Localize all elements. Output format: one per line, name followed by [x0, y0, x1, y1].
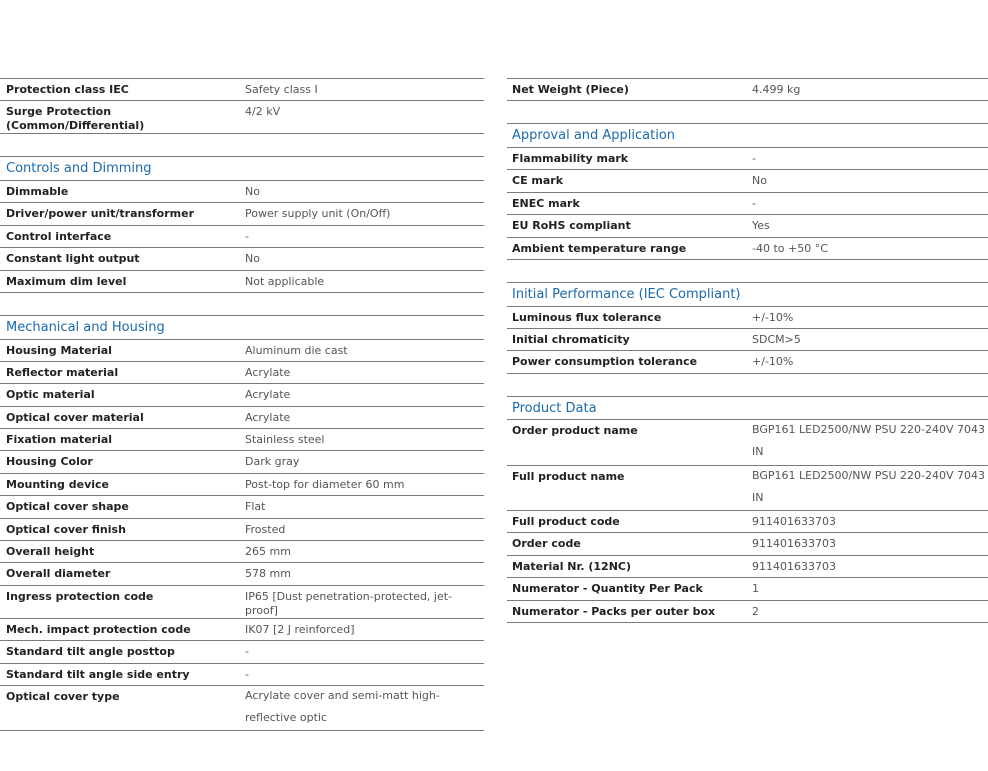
spec-value: Stainless steel: [245, 433, 325, 447]
spec-value: 2: [752, 604, 759, 618]
table-bottom-rule: [0, 730, 484, 731]
spec-row-constant-light-output: [0, 247, 484, 269]
spec-value: +/-10%: [752, 310, 794, 324]
spec-label: Protection class IEC: [6, 83, 129, 96]
spec-label: Fixation material: [6, 433, 113, 447]
spec-row-driver-power-unit-transformer: [0, 202, 484, 224]
spec-row-full-product-code: [507, 510, 988, 532]
section-title: Mechanical and Housing: [6, 319, 165, 335]
right-spec-table: [507, 78, 988, 623]
spec-row-full-product-name: [507, 465, 988, 510]
spec-label: Net Weight (Piece): [512, 83, 629, 96]
spec-label: Reflector material: [6, 365, 119, 379]
spec-value: IK07 [2 J reinforced]: [245, 622, 355, 636]
spec-value: BGP161 LED2500/NW PSU 220-240V 7043 IN: [752, 468, 985, 504]
spec-row-power-consumption-tolerance: [507, 350, 988, 372]
spec-row-standard-tilt-angle-side-entry: [0, 663, 484, 685]
spec-row-ingress-protection-code: [0, 585, 484, 618]
spec-value: Acrylate: [245, 388, 291, 402]
spec-value: Aluminum die cast: [245, 343, 348, 357]
spec-value: Power supply unit (On/Off): [245, 207, 391, 221]
spec-row-fixation-material: [0, 428, 484, 450]
spec-value: Post-top for diameter 60 mm: [245, 477, 405, 491]
section-header: [507, 123, 988, 147]
spec-row-initial-chromaticity: [507, 328, 988, 350]
spec-row-luminous-flux-tolerance: [507, 306, 988, 328]
spec-label: Order product name: [512, 424, 638, 438]
table-bottom-rule: [507, 622, 988, 623]
left-spec-table: [0, 78, 484, 731]
spec-row-optic-material: [0, 383, 484, 405]
spec-value: -: [752, 151, 756, 165]
spec-label: Full product name: [512, 469, 625, 483]
spec-label: Mounting device: [6, 477, 109, 491]
spec-label: Optical cover shape: [6, 500, 129, 514]
spec-value: 4/2 kV: [245, 105, 281, 119]
section-title: Approval and Application: [512, 128, 676, 144]
spec-value: 1: [752, 582, 759, 596]
spec-label: Mech. impact protection code: [6, 622, 191, 636]
spec-label: EU RoHS compliant: [512, 219, 631, 233]
spec-value: Flat: [245, 500, 266, 514]
spec-label: Material Nr. (12NC): [512, 559, 632, 573]
section-header: [507, 282, 988, 306]
spec-row-optical-cover-type: [0, 685, 484, 730]
spec-value: BGP161 LED2500/NW PSU 220-240V 7043 IN: [752, 423, 985, 459]
spec-value: Not applicable: [245, 274, 325, 288]
spec-row-mounting-device: [0, 473, 484, 495]
spec-label: ENEC mark: [512, 196, 580, 210]
spec-row-order-product-name: [507, 419, 988, 464]
spec-row-numerator-quantity-per-pack: [507, 577, 988, 599]
spec-row-reflector-material: [0, 361, 484, 383]
spec-row-optical-cover-finish: [0, 518, 484, 540]
spec-value: Frosted: [245, 522, 286, 536]
spec-row-housing-color: [0, 450, 484, 472]
spec-label: Optical cover finish: [6, 522, 126, 536]
spec-label: Optic material: [6, 388, 95, 402]
spec-value: 911401633703: [752, 515, 836, 529]
spacer-row: [507, 100, 988, 123]
spec-value: Yes: [752, 219, 770, 233]
spec-label: Optical cover material: [6, 410, 144, 424]
spec-label: Maximum dim level: [6, 274, 127, 288]
spec-row-protection-class-iec: [0, 78, 484, 100]
spec-row-standard-tilt-angle-posttop: [0, 640, 484, 662]
section-header: [507, 396, 988, 420]
spacer-row: [507, 259, 988, 282]
spec-row-mech-impact-protection-code: [0, 618, 484, 640]
section-title: Initial Performance (IEC Compliant): [512, 286, 741, 302]
spacer-row: [0, 292, 484, 315]
spec-label: Housing Color: [6, 455, 93, 469]
spec-label: Luminous flux tolerance: [512, 310, 662, 324]
spec-row-ambient-temperature-range: [507, 237, 988, 259]
spec-label: Flammability mark: [512, 151, 629, 165]
spec-value: -: [245, 667, 249, 681]
spec-value: SDCM>5: [752, 332, 801, 346]
spec-label: Optical cover type: [6, 690, 120, 703]
spec-value: Acrylate cover and semi-matt high-reflective optic: [245, 689, 440, 724]
spec-label: Constant light output: [6, 252, 140, 266]
spec-value: Acrylate: [245, 365, 291, 379]
spec-label: Order code: [512, 537, 581, 551]
spec-label: Control interface: [6, 229, 112, 243]
spec-label: Overall height: [6, 545, 95, 559]
spec-row-overall-height: [0, 540, 484, 562]
section-header: [0, 315, 484, 339]
spec-label: Overall diameter: [6, 567, 111, 581]
spec-value: Acrylate: [245, 410, 291, 424]
spec-row-dimmable: [0, 180, 484, 202]
spec-value: IP65 [Dust penetration-protected, jet-proof]: [245, 589, 453, 617]
spec-row-numerator-packs-per-outer-box: [507, 600, 988, 622]
spec-row-surge-protection-common-differential: [0, 100, 484, 133]
spacer-row: [0, 133, 484, 156]
spec-value: Dark gray: [245, 455, 300, 469]
section-title: Product Data: [512, 400, 597, 416]
spec-row-optical-cover-shape: [0, 495, 484, 517]
spec-label: Surge Protection (Common/Differential): [6, 105, 145, 133]
spec-value: 911401633703: [752, 559, 836, 573]
spec-row-overall-diameter: [0, 562, 484, 584]
spec-label: Numerator - Quantity Per Pack: [512, 582, 703, 596]
spec-label: Ambient temperature range: [512, 241, 687, 255]
spec-value: Safety class I: [245, 83, 318, 96]
spec-label: Initial chromaticity: [512, 332, 630, 346]
spec-value: 578 mm: [245, 567, 291, 581]
spec-value: No: [752, 174, 767, 188]
spec-row-material-nr-12nc: [507, 555, 988, 577]
spec-value: -: [245, 645, 249, 659]
spec-row-order-code: [507, 532, 988, 554]
spec-row-optical-cover-material: [0, 406, 484, 428]
spec-label: Power consumption tolerance: [512, 355, 698, 369]
spec-label: Driver/power unit/transformer: [6, 207, 195, 221]
spec-row-enec-mark: [507, 192, 988, 214]
spec-label: Ingress protection code: [6, 589, 154, 603]
spec-label: Dimmable: [6, 184, 69, 198]
spec-label: Numerator - Packs per outer box: [512, 604, 716, 618]
spec-value: 265 mm: [245, 545, 291, 559]
spec-value: 4.499 kg: [752, 83, 801, 96]
spec-label: CE mark: [512, 174, 564, 188]
spec-value: No: [245, 184, 260, 198]
spec-row-control-interface: [0, 225, 484, 247]
spec-value: +/-10%: [752, 355, 794, 369]
spacer-row: [507, 373, 988, 396]
spec-value: No: [245, 252, 260, 266]
spec-row-eu-rohs-compliant: [507, 214, 988, 236]
spec-row-net-weight-piece: [507, 78, 988, 100]
spec-row-ce-mark: [507, 169, 988, 191]
spec-label: Standard tilt angle side entry: [6, 667, 190, 681]
spec-label: Full product code: [512, 515, 620, 529]
spec-row-flammability-mark: [507, 147, 988, 169]
spec-value: -: [245, 229, 249, 243]
spec-value: -40 to +50 °C: [752, 241, 828, 255]
spec-label: Standard tilt angle posttop: [6, 645, 175, 659]
spec-label: Housing Material: [6, 343, 112, 357]
spec-row-maximum-dim-level: [0, 270, 484, 292]
section-title: Controls and Dimming: [6, 161, 152, 177]
spec-value: -: [752, 196, 756, 210]
section-header: [0, 156, 484, 180]
spec-row-housing-material: [0, 339, 484, 361]
spec-value: 911401633703: [752, 537, 836, 551]
